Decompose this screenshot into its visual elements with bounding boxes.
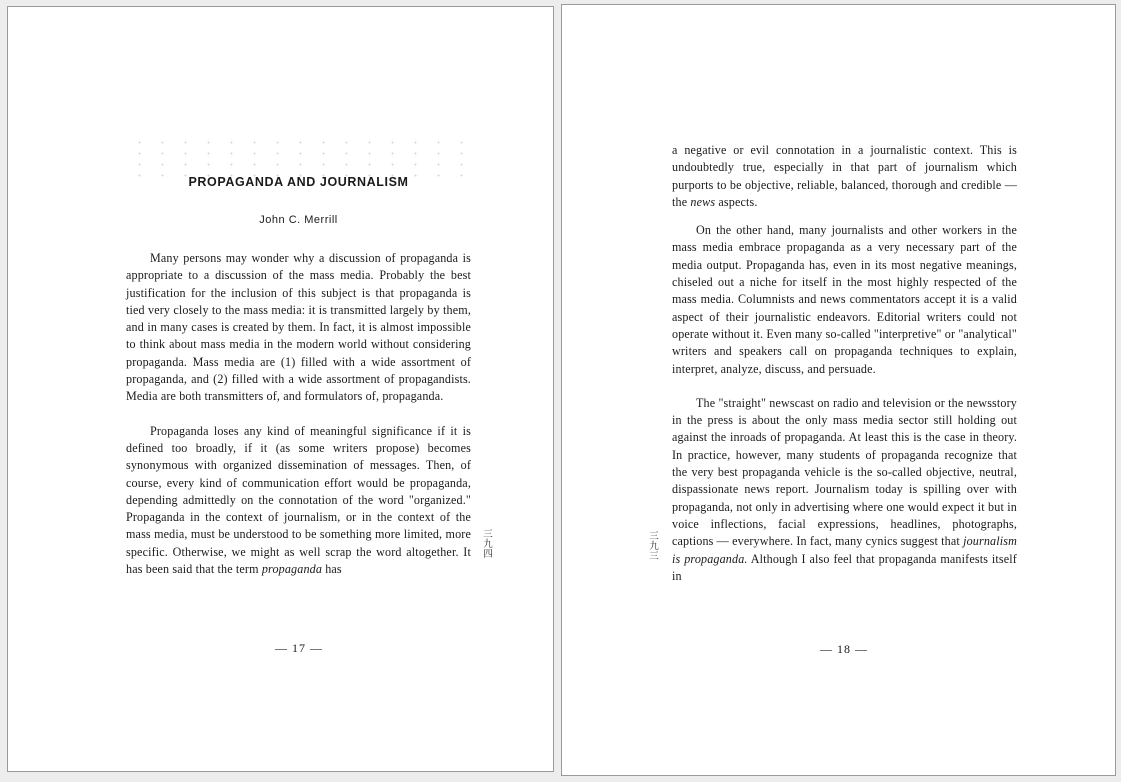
right-text-column — [672, 142, 1017, 585]
paragraph-text: The "straight" newscast on radio and television or the newsstory in the press is about the only mass media sector still holding out against the inroads of propaganda. At least this is the case in theory. In practice, however, many students of propaganda recognize that the very best propaganda vehicle is the so-called objective, neutral, dispassionate news report. Journalism today is spilling over with propaganda, not only in advertising where one would expect it but in voice inflections, facial expressions, headlines, photographs, captions — everywhere. In fact, many cynics suggest that — [672, 395, 1017, 549]
left-page — [7, 6, 554, 772]
vertical-page-mark: 三 九 四 — [483, 529, 493, 560]
paragraph — [126, 423, 471, 579]
paragraph: On the other hand, many journalists and other workers in the mass media embrace propaganda as a very necessary part of the media output. Propaganda has, even in its most negative meanings, chiseled out a niche for itself in the most highly respected of the mass media. Columnists and news commentators accept it is a valid aspect of their journalistic endeavors. Editorial writers could not operate without it. Even many so-called "interpretive" or "analytical" writers and speakers call on propaganda techniques to explain, interpret, analyze, discuss, and persuade. — [672, 223, 1017, 376]
paragraph: Many persons may wonder why a discussion of propaganda is appropriate to a discussion of the mass media. Probably the best justification for the inclusion of this subject is that propaganda is tied very closely to the mass media: it is transmitted largely by them, and in many cases is created by them. In fact, it is almost impossible to think about mass media in the modern world without considering propaganda. Mass media are (1) filled with a wide assortment of propaganda, and (2) filled with a wide assortment of propagandists. Media are both transmitters of, and formulators of, propaganda. — [126, 251, 471, 404]
page-number: — 18 — — [820, 642, 868, 656]
italic-term: propaganda — [261, 562, 323, 577]
paragraph-tail: aspects. — [715, 194, 758, 209]
right-page — [561, 4, 1116, 776]
italic-phrase: journalism is propaganda. — [672, 534, 1017, 566]
article-author: John C. Merrill — [259, 214, 338, 226]
article-title: PROPAGANDA AND JOURNALISM — [188, 175, 409, 189]
paragraph — [672, 142, 1017, 211]
left-text-column — [126, 250, 471, 578]
paragraph — [672, 395, 1017, 585]
paragraph-text: a negative or evil connotation in a journalistic context. This is undoubtedly true, especially in that part of journalism which purports to be objective, reliable, balanced, thorough and credible — the — [672, 143, 1017, 209]
italic-term: news — [690, 194, 716, 209]
scan-specks — [128, 137, 473, 177]
page-number: — 17 — — [275, 641, 323, 655]
vertical-page-mark: 三 九 三 — [649, 531, 659, 562]
paragraph-text: Propaganda loses any kind of meaningful significance if it is defined too broadly, if it (as some writers propose) becomes synonymous with organized dissemination of messages. Then, of course, every kind of communication effort would be propaganda, depending admittedly on the connotation of the word "organized." Propaganda in the context of journalism, or in the context of the mass media, must be understood to be something more limited, more specific. Otherwise, we might as well scrap the word altogether. It has been said that the term — [126, 423, 471, 577]
paragraph-tail: Although I also feel that propaganda manifests itself in — [672, 551, 1017, 583]
paragraph-tail: has — [322, 562, 342, 577]
